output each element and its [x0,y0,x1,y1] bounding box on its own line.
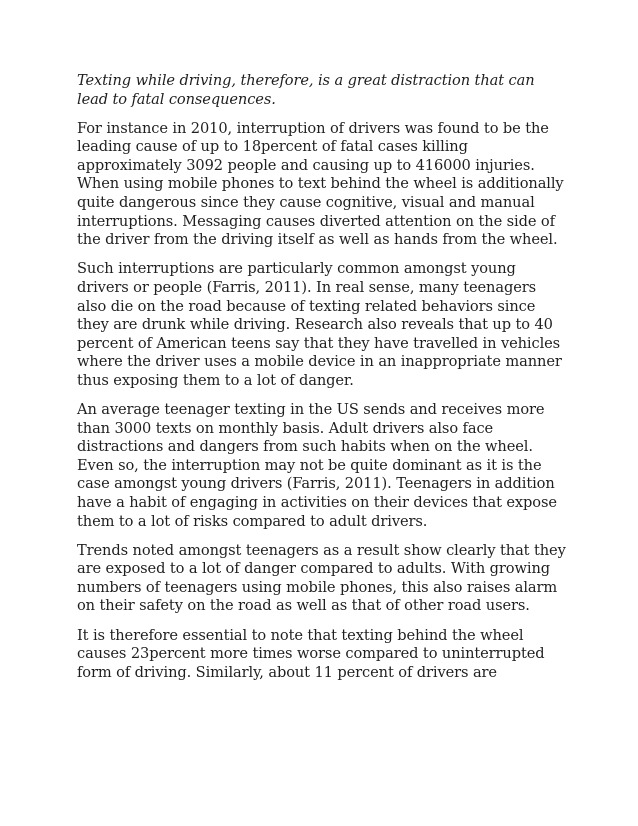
lead-paragraph: Texting while driving, therefore, is a great distraction that can lead to fatal consequences. [77,72,535,108]
body-paragraph: For instance in 2010, interruption of drivers was found to be the leading cause of up to 18percent of fatal cases killing approximately 3092 people and causing up to 416000 injuries. When using mobile phones to text behind the wheel is additionally quite dangerous since they cause cognitive, visual and manual interruptions. Messaging causes diverted attention on the side of the driver from the driving itself as well as hands from the wheel. [77,119,564,249]
document-body [77,72,567,693]
body-paragraph: It is therefore essential to note that texting behind the wheel causes 23percent more times worse compared to uninterrupted form of driving. Similarly, about 11 percent of drivers are [77,626,545,681]
body-paragraph: An average teenager texting in the US sends and receives more than 3000 texts on monthly basis. Adult drivers also face distractions and dangers from such habits when on the wheel. Even so, the interruption may not be quite dominant as it is the case amongst young drivers (Farris, 2011). Teenagers in addition have a habit of engaging in activities on their devices that expose them to a lot of risks compared to adult drivers. [77,401,557,530]
body-paragraph: Trends noted amongst teenagers as a result show clearly that they are exposed to a lot of danger compared to adults. With growing numbers of teenagers using mobile phones, this also raises alarm on their safety on the road as well as that of other road users. [77,541,566,615]
body-paragraph: Such interruptions are particularly common amongst young drivers or people (Farris, 2011). In real sense, many teenagers also die on the road because of texting related behaviors since they are drunk while driving. Research also reveals that up to 40 percent of American teens say that they have travelled in vehicles where the driver uses a mobile device in an inappropriate manner thus exposing them to a lot of danger. [77,260,562,389]
